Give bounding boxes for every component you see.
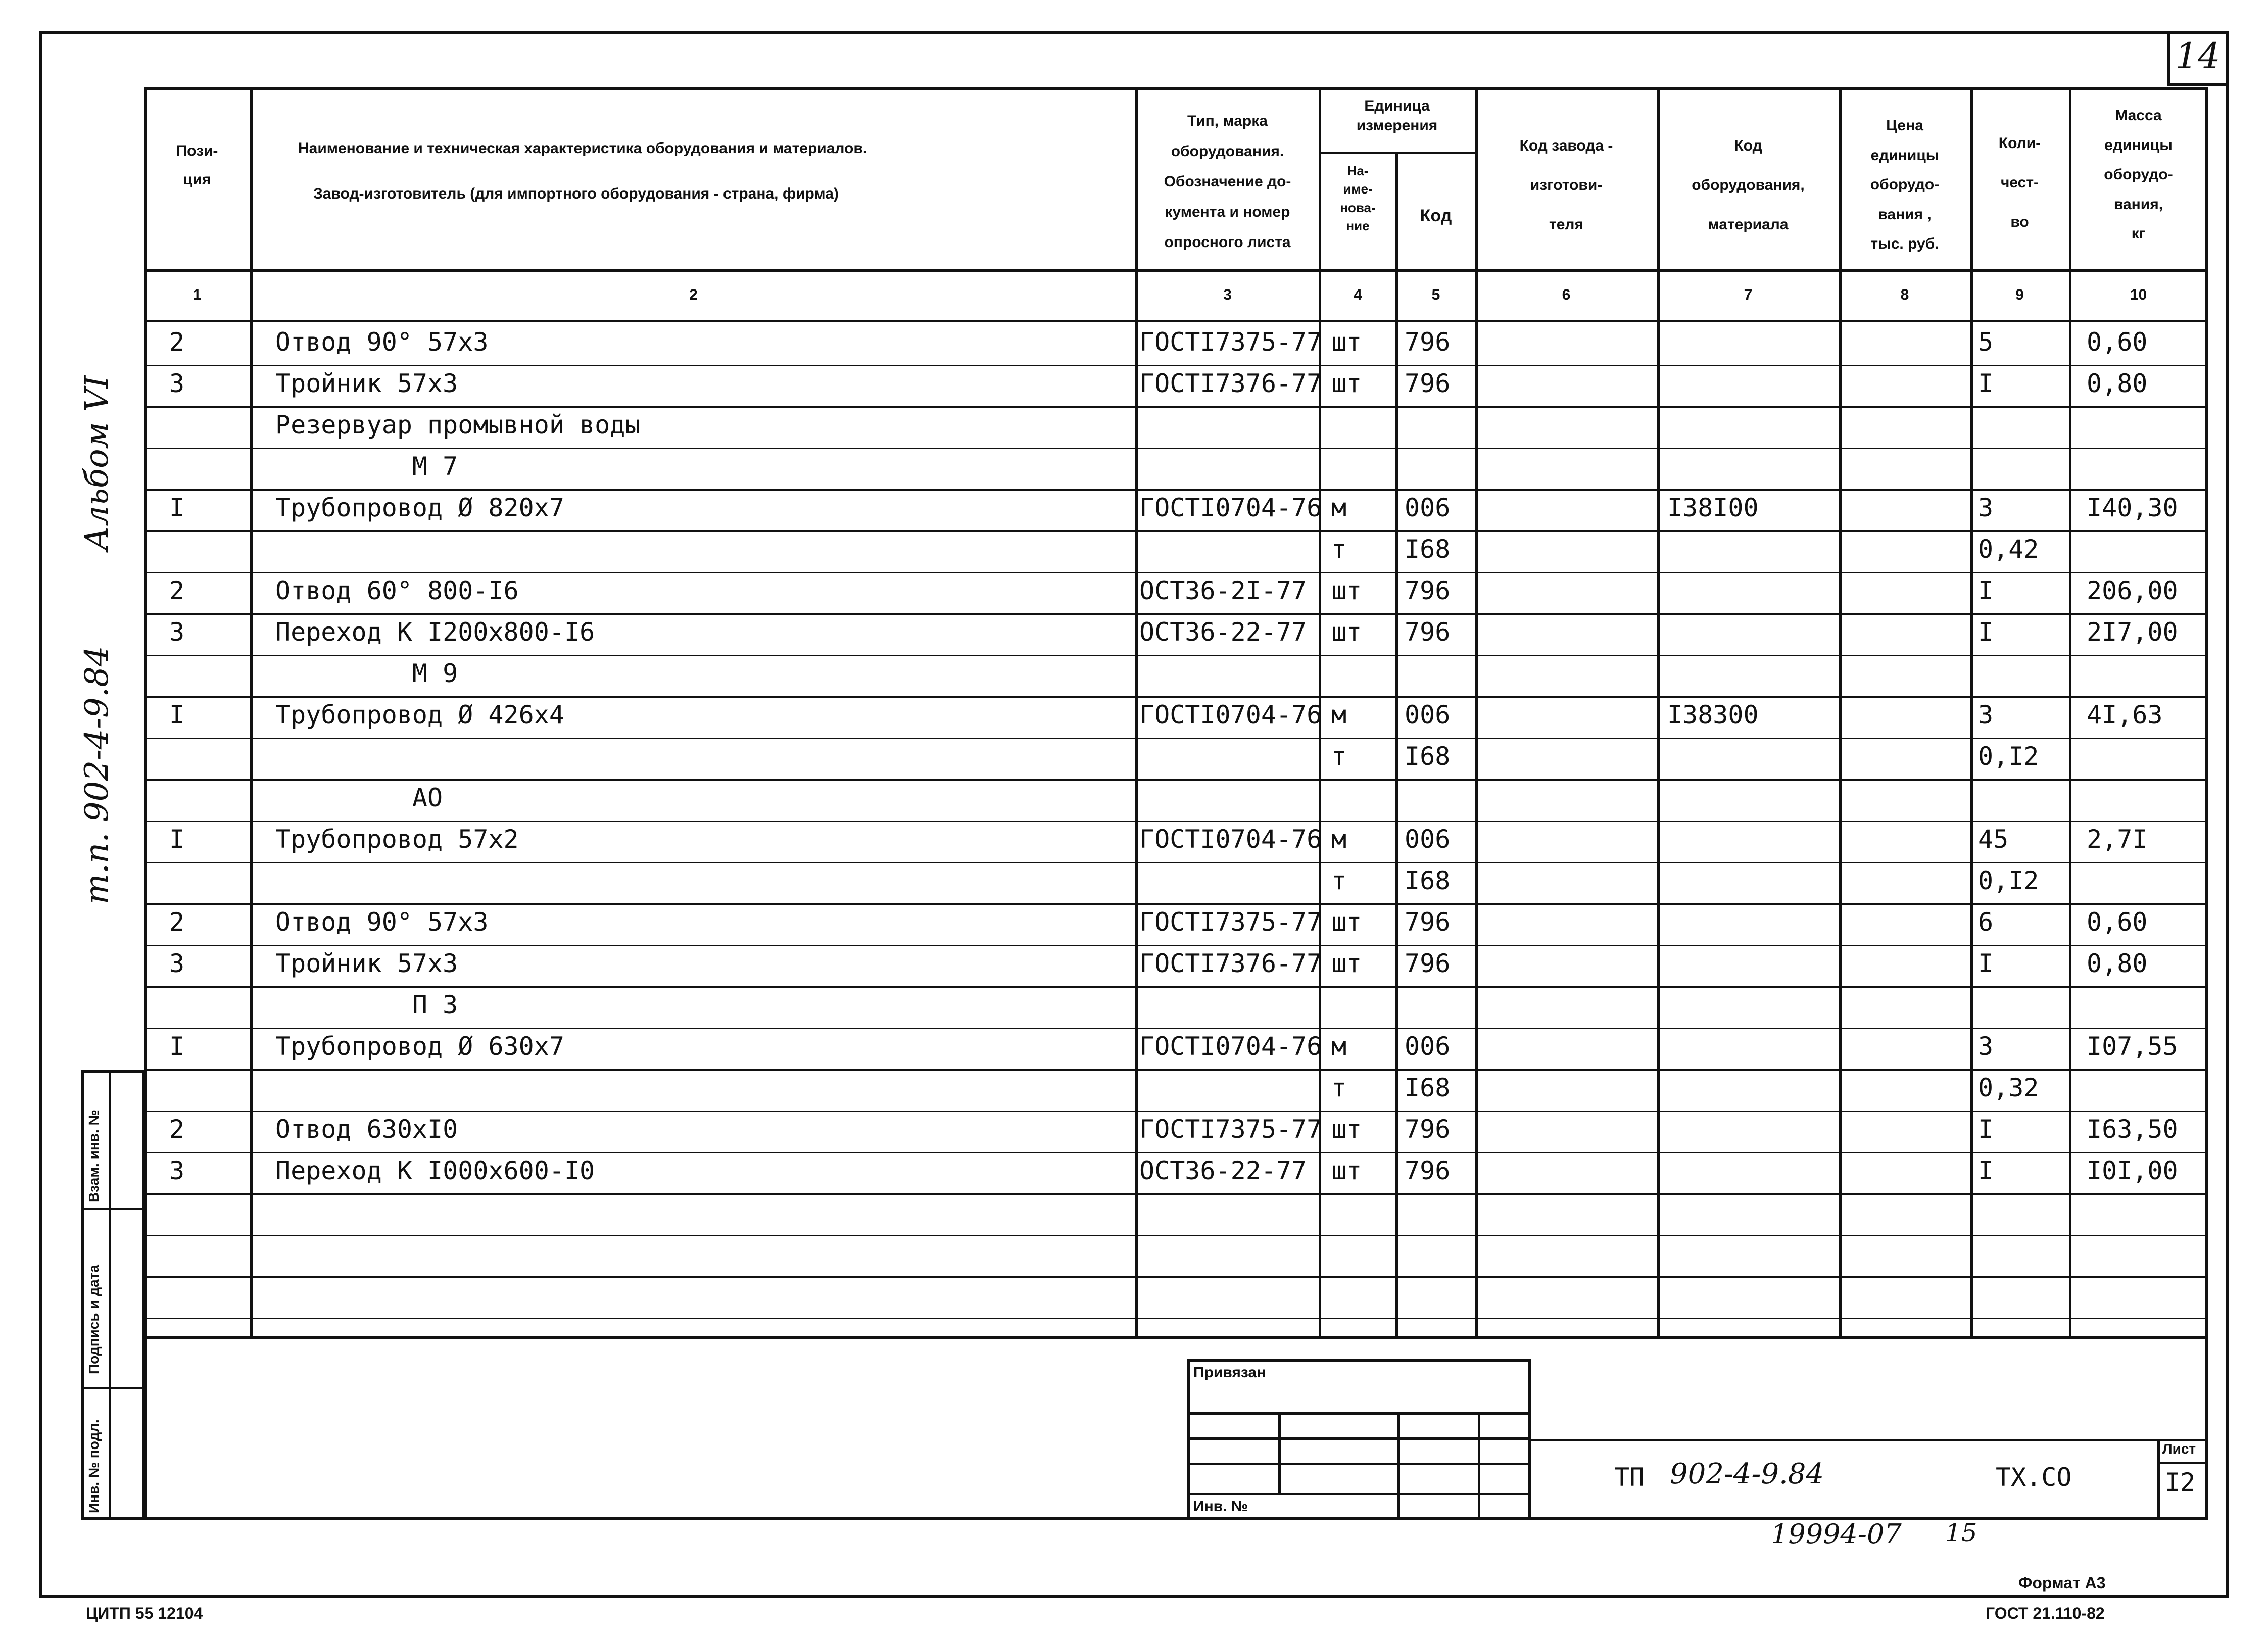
header-unit-name: На- име- нова- ние [1340,163,1376,234]
cell-name: Тройник 57х3 [275,949,458,978]
row-line [144,945,2208,946]
cell-unit: шт [1331,327,1362,357]
cell-quantity: 3 [1978,700,1994,730]
archive-page: 15 [1945,1518,1977,1548]
header-name-2: Завод-изготовитель (для импортного оборудования - страна, фирма) [313,185,839,202]
row-line [144,738,2208,739]
cell-unit-code: 796 [1405,576,1451,605]
cell-unit-code: 796 [1405,327,1451,357]
cell-unit: шт [1331,1115,1362,1144]
cell-name: Трубопровод Ø 426х4 [275,700,564,730]
header-mass: Масса единицы оборудо- вания, кг [2104,107,2173,242]
colnum-4: 4 [1354,286,1362,303]
cell-quantity: 3 [1978,493,1994,522]
colnum-2: 2 [689,286,698,303]
title-block [144,1336,2208,1520]
side-stamp-line [81,1208,146,1210]
cell-unit: шт [1331,369,1362,398]
side-stamp-line [81,1387,146,1389]
cell-unit: шт [1331,576,1362,605]
cell-unit: м [1331,1032,1347,1061]
cell-quantity: 6 [1978,907,1994,937]
cell-name: Тройник 57х3 [275,369,458,398]
cell-name: Резервуар промывной воды [275,410,641,440]
row-line [144,613,2208,615]
cell-position: 3 [169,369,185,398]
cell-quantity: 0,I2 [1978,742,2039,771]
col-line [250,87,253,1339]
footer-left: ЦИТП 55 12104 [86,1604,203,1622]
row-line [144,655,2208,656]
cell-name: М 9 [275,659,458,688]
album-label: Альбом VI [78,375,116,551]
side-stamp-divider [109,1070,111,1520]
archive-number: 19994-07 [1771,1518,1902,1550]
cell-doc: ГОСТI0704-76 [1139,825,1322,854]
side-vzam: Взам. инв. № [86,1109,102,1202]
cell-doc: ГОСТI0704-76 [1139,493,1322,522]
side-podpis: Подпись и дата [86,1265,102,1374]
header-position: Пози- ция [176,142,218,188]
cell-position: 2 [169,1115,185,1144]
cell-unit-code: 796 [1405,369,1451,398]
cell-unit: м [1331,825,1347,854]
cell-unit: т [1331,866,1347,895]
row-line [144,1111,2208,1112]
cell-position: 2 [169,327,185,357]
row-line [144,862,2208,863]
row-line [144,1193,2208,1195]
privyazan-col [1278,1412,1281,1493]
row-line [144,820,2208,822]
cell-position: I [169,1032,185,1061]
colnum-10: 10 [2130,286,2147,303]
cell-position: I [169,700,185,730]
colnum-3: 3 [1223,286,1232,303]
cell-unit-code: 796 [1405,949,1451,978]
col-line [1970,87,1973,1339]
doc-mark: ТХ.СО [1996,1463,2072,1492]
cell-unit: шт [1331,1156,1362,1185]
cell-material-code: I38I00 [1667,493,1759,522]
cell-unit: м [1331,493,1347,522]
cell-position: 2 [169,576,185,605]
cell-mass: 2,7I [2087,825,2148,854]
cell-mass: I63,50 [2087,1115,2178,1144]
privyazan-col [1478,1412,1480,1520]
cell-mass: 4I,63 [2087,700,2163,730]
cell-doc: ОСТ36-2I-77 [1139,576,1307,605]
header-unit-code: Код [1420,206,1452,225]
cell-doc: ГОСТI7375-77 [1139,907,1322,937]
cell-quantity: I [1978,369,1994,398]
cell-name: Отвод 90° 57х3 [275,907,489,937]
row-line [144,1069,2208,1071]
privyazan-col [1397,1412,1400,1520]
cell-quantity: 45 [1978,825,2009,854]
title-main-top [1531,1439,2208,1441]
cell-unit: м [1331,700,1347,730]
col-line [1395,152,1398,1339]
colnum-bottom-line [144,320,2208,322]
row-line [144,986,2208,988]
inv-no-label: Инв. № [1193,1498,1248,1515]
cell-quantity: 0,42 [1978,535,2039,564]
header-bottom-line [144,269,2208,272]
cell-unit-code: 796 [1405,1156,1451,1185]
cell-unit-code: 796 [1405,1115,1451,1144]
header-equip-code: Код оборудования, материала [1692,137,1805,233]
cell-name: Трубопровод 57х2 [275,825,519,854]
cell-name: Переход К I200х800-I6 [275,617,595,647]
cell-doc: ОСТ36-22-77 [1139,1156,1307,1185]
cell-doc: ГОСТI7375-77 [1139,327,1322,357]
cell-unit: шт [1331,907,1362,937]
row-line [144,365,2208,366]
cell-unit: шт [1331,949,1362,978]
cell-unit-code: 796 [1405,617,1451,647]
row-line [144,1318,2208,1319]
cell-unit: шт [1331,617,1362,647]
colnum-7: 7 [1744,286,1753,303]
cell-position: 2 [169,907,185,937]
row-line [144,696,2208,698]
tp-number: 902-4-9.84 [1670,1458,1824,1490]
cell-quantity: 0,I2 [1978,866,2039,895]
cell-mass: 0,60 [2087,907,2148,937]
cell-doc: ГОСТI7376-77 [1139,369,1322,398]
cell-quantity: 3 [1978,1032,1994,1061]
cell-position: 3 [169,617,185,647]
cell-material-code: I38300 [1667,700,1759,730]
cell-position: 3 [169,949,185,978]
cell-name: Отвод 630хI0 [275,1115,458,1144]
privyazan-label: Привязан [1193,1364,1266,1381]
cell-quantity: I [1978,949,1994,978]
colnum-9: 9 [2015,286,2024,303]
row-line [144,448,2208,449]
cell-mass: 0,80 [2087,369,2148,398]
col-line [1135,87,1138,1339]
row-line [144,406,2208,408]
cell-unit-code: I68 [1405,866,1451,895]
cell-quantity: 0,32 [1978,1073,2039,1102]
cell-mass: 0,60 [2087,327,2148,357]
cell-name: Трубопровод Ø 820х7 [275,493,564,522]
cell-name: Переход К I000х600-I0 [275,1156,595,1185]
cell-mass: I07,55 [2087,1032,2178,1061]
cell-name: Отвод 90° 57х3 [275,327,489,357]
cell-name: П 3 [275,990,458,1020]
cell-unit-code: 006 [1405,825,1451,854]
col-line [1475,87,1478,1339]
cell-position: 3 [169,1156,185,1185]
corner-number: 14 [2175,35,2221,77]
cell-unit-code: 006 [1405,1032,1451,1061]
row-line [144,1235,2208,1236]
cell-mass: 0,80 [2087,949,2148,978]
cell-name: Отвод 60° 800-I6 [275,576,519,605]
cell-unit: т [1331,742,1347,771]
cell-unit-code: 006 [1405,493,1451,522]
cell-mass: I40,30 [2087,493,2178,522]
colnum-6: 6 [1562,286,1571,303]
colnum-5: 5 [1431,286,1440,303]
cell-unit: т [1331,1073,1347,1102]
cell-doc: ГОСТI7376-77 [1139,949,1322,978]
cell-doc: ГОСТI7375-77 [1139,1115,1322,1144]
cell-unit-code: I68 [1405,1073,1451,1102]
col-line [1839,87,1842,1339]
list-col [2157,1439,2160,1520]
cell-name: М 7 [275,452,458,481]
cell-position: I [169,825,185,854]
footer-format: Формат А3 [2018,1574,2106,1592]
row-line [144,779,2208,781]
header-quantity: Коли- чест- во [1998,135,2041,230]
cell-name: АО [275,783,443,812]
header-price: Цена единицы оборудо- вания , тыс. руб. [1870,117,1940,252]
cell-unit-code: I68 [1405,535,1451,564]
cell-mass: 2I7,00 [2087,617,2178,647]
row-line [144,903,2208,905]
row-line [144,530,2208,532]
row-line [144,489,2208,491]
row-line [144,572,2208,573]
cell-mass: 206,00 [2087,576,2178,605]
cell-mass: I0I,00 [2087,1156,2178,1185]
col-line [1657,87,1660,1339]
cell-name: Трубопровод Ø 630х7 [275,1032,564,1061]
header-name-1: Наименование и техническая характеристика оборудования и материалов. [298,140,867,157]
list-label: Лист [2162,1441,2196,1457]
cell-quantity: I [1978,576,1994,605]
list-line [2157,1462,2208,1464]
row-line [144,1152,2208,1153]
cell-quantity: I [1978,1115,1994,1144]
cell-doc: ОСТ36-22-77 [1139,617,1307,647]
header-unit-group: Единица измерения [1356,98,1438,134]
cell-position: I [169,493,185,522]
project-label: т.п. 902-4-9.84 [78,646,116,904]
cell-quantity: 5 [1978,327,1994,357]
cell-quantity: I [1978,617,1994,647]
cell-unit-code: 796 [1405,907,1451,937]
side-inv: Инв. № подл. [86,1419,102,1513]
cell-unit: т [1331,535,1347,564]
colnum-8: 8 [1900,286,1909,303]
header-type: Тип, марка оборудования. Обозначение до- кумента и номер опросного листа [1164,113,1291,251]
cell-doc: ГОСТI0704-76 [1139,1032,1322,1061]
row-line [144,1028,2208,1029]
tp-prefix: ТП [1614,1463,1645,1492]
cell-unit-code: I68 [1405,742,1451,771]
cell-doc: ГОСТI0704-76 [1139,700,1322,730]
list-number: I2 [2165,1468,2196,1497]
footer-gost: ГОСТ 21.110-82 [1986,1604,2105,1622]
colnum-1: 1 [192,286,202,303]
row-line [144,1276,2208,1278]
cell-quantity: I [1978,1156,1994,1185]
cell-unit-code: 006 [1405,700,1451,730]
header-plant-code: Код завода - изготови- теля [1519,137,1613,233]
col-line [2069,87,2071,1339]
